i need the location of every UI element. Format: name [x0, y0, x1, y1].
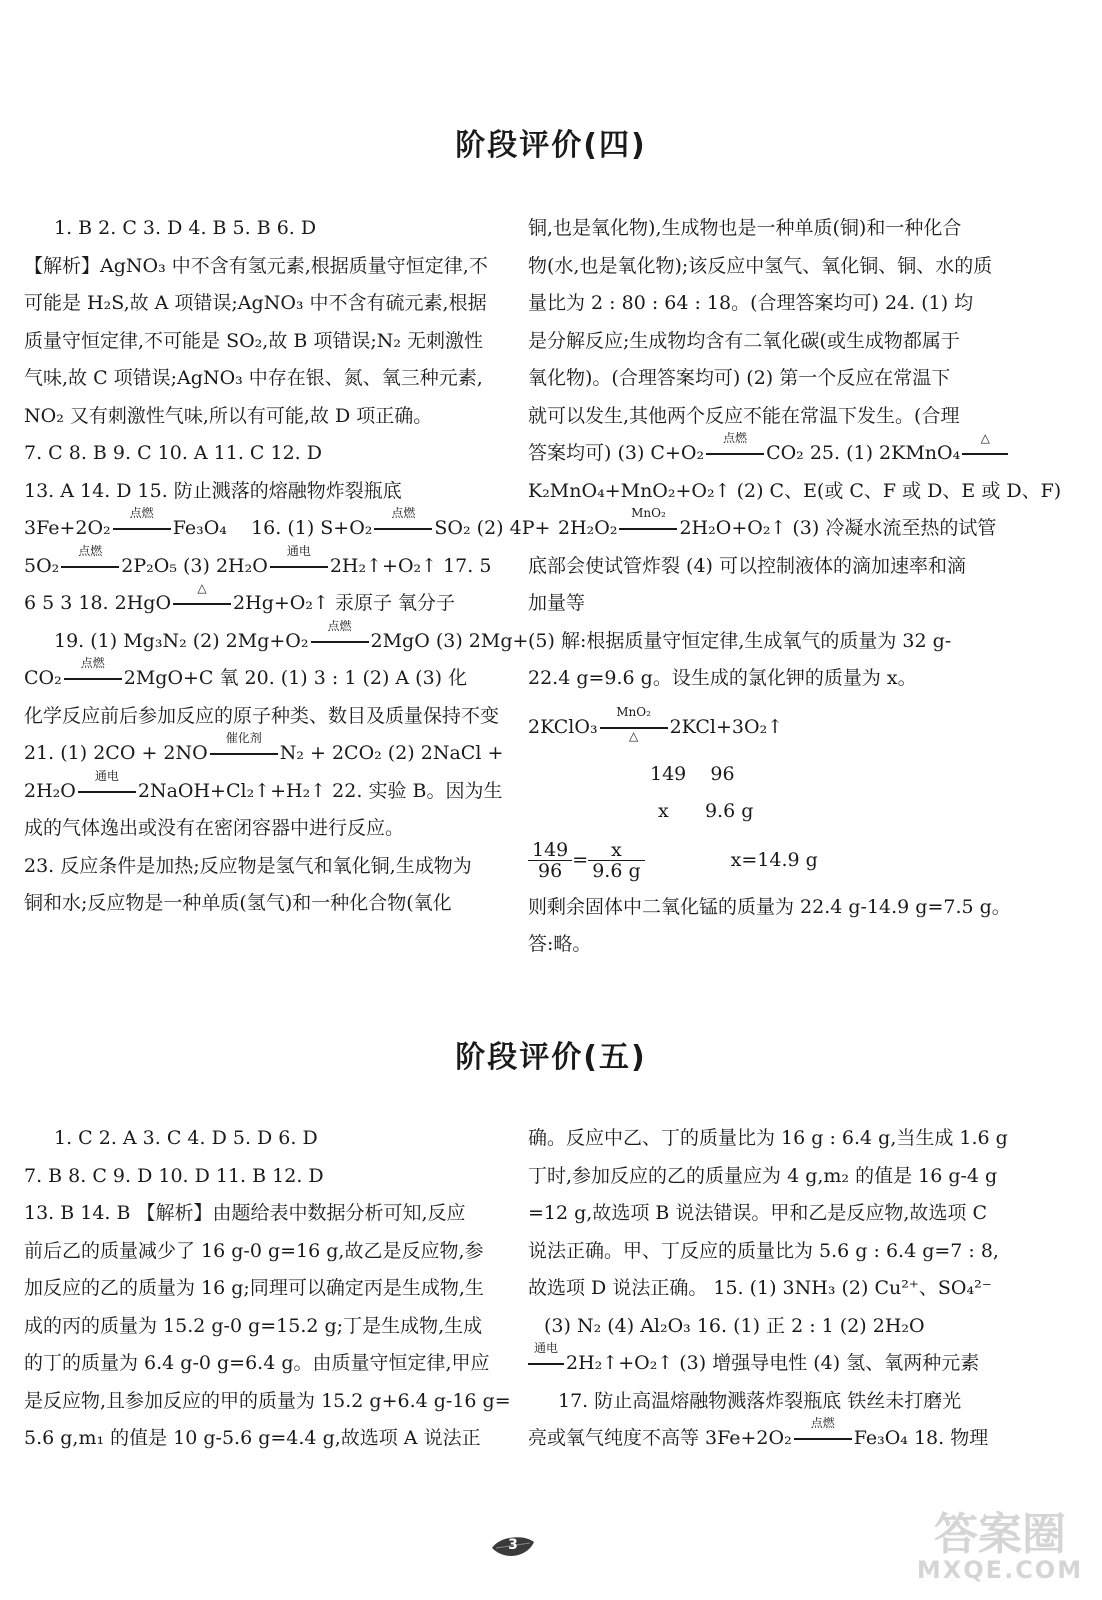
answer-line: 氧化物)。(合理答案均可) (2) 第一个反应在常温下: [528, 367, 951, 389]
reaction-arrow: 点燃: [311, 633, 369, 651]
reaction-arrow: 催化剂: [210, 745, 278, 763]
section-4-right-column: [528, 210, 1062, 964]
reaction-arrow: 点燃: [374, 520, 432, 538]
answer-line: =12 g,故选项 B 说法错误。甲和乙是反应物,故选项 C: [528, 1202, 987, 1224]
page-number: 3: [508, 1537, 518, 1553]
equation-line: 6 5 3 18. 2HgO △ 2Hg+O₂↑ 汞原子 氧分子: [24, 581, 455, 614]
answer-line: 铜,也是氧化物),生成物也是一种单质(铜)和一种化合: [528, 217, 962, 239]
answer-line: 是分解反应;生成物均含有二氧化碳(或生成物都属于: [528, 329, 960, 352]
fraction-line: $\frac{149}{96}$ = $\frac{x}{9.6 g}$ x=14.9 g: [528, 831, 1000, 889]
reaction-arrow: 点燃: [706, 445, 764, 463]
answer-line: 7. B 8. C 9. D 10. D 11. B 12. D: [24, 1164, 324, 1187]
answer-line: 确。反应中乙、丁的质量比为 16 g : 6.4 g,当生成 1.6 g: [528, 1127, 1008, 1149]
reaction-arrow: 点燃: [64, 670, 122, 688]
answer-line: 1. B 2. C 3. D 4. B 5. B 6. D: [54, 217, 317, 239]
answer-line: 5.6 g,m₁ 的值是 10 g-5.6 g=4.4 g,故选项 A 说法正: [24, 1427, 481, 1449]
section-5-left-column: [24, 1120, 511, 1458]
answer-line: K₂MnO₄+MnO₂+O₂↑ (2) C、E(或 C、F 或 D、E 或 D、F): [528, 479, 1062, 502]
answer-line: 就可以发生,其他两个反应不能在常温下发生。(合理: [528, 404, 960, 427]
answer-line: 17. 防止高温熔融物溅落炸裂瓶底 铁丝未打磨光: [558, 1389, 962, 1412]
answer-line: 可能是 H₂S,故 A 项错误;AgNO₃ 中不含有硫元素,根据: [24, 292, 487, 314]
answer-line: NO₂ 又有刺激性气味,所以有可能,故 D 项正确。: [24, 404, 433, 427]
equation-line: CO₂ 点燃 2MgO+C 氧 20. (1) 3 : 1 (2) A (3) 化: [24, 656, 468, 689]
watermark-logo: 答案圈: [934, 1509, 1066, 1560]
calc-line: x 9.6 g: [658, 800, 754, 822]
answer-line: 加量等: [528, 592, 586, 614]
reaction-arrow: 点燃: [61, 558, 119, 576]
reaction-arrow: △: [173, 595, 231, 613]
section-5-right-column: [528, 1120, 1008, 1458]
equation-line: 3Fe+2O₂ 点燃 Fe₃O₄ 16. (1) S+O₂ 点燃 SO₂ (2) 4P+: [24, 506, 551, 539]
equation-line: 通电 2H₂↑+O₂↑ (3) 增强导电性 (4) 氢、氧两种元素: [528, 1345, 1000, 1383]
reaction-arrow: 通电: [528, 1355, 564, 1373]
watermark: [905, 1490, 1095, 1595]
answer-line: 丁时,参加反应的乙的质量应为 4 g,m₂ 的值是 16 g-4 g: [528, 1164, 998, 1187]
fraction: $\frac{x}{9.6 g}$: [588, 840, 644, 881]
answer-line: 质量守恒定律,不可能是 SO₂,故 B 项错误;N₂ 无刺激性: [24, 329, 484, 352]
equation-line: 答案均可) (3) C+O₂ 点燃 CO₂ 25. (1) 2KMnO₄ △: [528, 435, 1000, 473]
reaction-arrow: 通电: [78, 783, 136, 801]
equation-line: 2H₂O₂ MnO₂ 2H₂O+O₂↑ (3) 冷凝水流至热的试管: [558, 506, 997, 539]
equation-line: 5O₂ 点燃 2P₂O₅ (3) 2H₂O 通电 2H₂↑+O₂↑ 17. 5: [24, 543, 492, 577]
equation-line: 19. (1) Mg₃N₂ (2) 2Mg+O₂ 点燃 2MgO (3) 2Mg+: [54, 618, 529, 652]
reaction-arrow: MnO₂ △: [600, 719, 668, 737]
fraction: $\frac{149}{96}$: [528, 840, 572, 881]
answer-line: 是反应物,且参加反应的甲的质量为 15.2 g+6.4 g-16 g=: [24, 1389, 511, 1412]
equation-line: 2KClO₃ MnO₂ △ 2KCl+3O₂↑: [528, 704, 784, 743]
answer-line: 前后乙的质量减少了 16 g-0 g=16 g,故乙是反应物,参: [24, 1239, 484, 1262]
calc-line: 149 96: [650, 762, 735, 785]
answer-line: 答:略。: [528, 933, 592, 955]
answer-line: 23. 反应条件是加热;反应物是氢气和氧化铜,生成物为: [24, 854, 472, 877]
answer-line: 1. C 2. A 3. C 4. D 5. D 6. D: [54, 1127, 318, 1149]
answer-line: 成的气体逸出或没有在密闭容器中进行反应。: [24, 817, 405, 839]
answer-line: 13. B 14. B 【解析】由题给表中数据分析可知,反应: [24, 1202, 466, 1224]
answer-line: 13. A 14. D 15. 防止溅落的熔融物炸裂瓶底: [24, 479, 402, 502]
reaction-arrow: 通电: [270, 558, 328, 576]
reaction-arrow: 点燃: [113, 520, 171, 538]
answer-line: 22.4 g=9.6 g。设生成的氯化钾的质量为 x。: [528, 667, 917, 689]
watermark-url: MXQE.COM: [916, 1556, 1084, 1584]
section-5-title: 阶段评价(五): [455, 1040, 647, 1075]
answer-line: 成的丙的质量为 15.2 g-0 g=15.2 g;丁是生成物,生成: [24, 1314, 483, 1337]
equation-line: 21. (1) 2CO + 2NO 催化剂 N₂ + 2CO₂ (2) 2NaCl +: [24, 731, 504, 764]
answer-line: 故选项 D 说法正确。 15. (1) 3NH₃ (2) Cu²⁺、SO₄²⁻: [528, 1277, 992, 1299]
answer-line: 的丁的质量为 6.4 g-0 g=6.4 g。由质量守恒定律,甲应: [24, 1352, 490, 1374]
answer-line: 【解析】AgNO₃ 中不含有氢元素,根据质量守恒定律,不: [24, 254, 488, 277]
answer-line: (3) N₂ (4) Al₂O₃ 16. (1) 正 2 : 1 (2) 2H₂O: [544, 1314, 925, 1337]
answer-line: 说法正确。甲、丁反应的质量比为 5.6 g : 6.4 g=7 : 8,: [528, 1239, 999, 1262]
answer-line: 7. C 8. B 9. C 10. A 11. C 12. D: [24, 442, 322, 464]
answer-line: 则剩余固体中二氧化锰的质量为 22.4 g-14.9 g=7.5 g。: [528, 895, 1011, 918]
section-4-title: 阶段评价(四): [455, 128, 647, 163]
answer-line: 物(水,也是氧化物);该反应中氢气、氧化铜、铜、水的质: [528, 254, 993, 277]
reaction-arrow: 点燃: [794, 1430, 852, 1448]
answer-line: 底部会使试管炸裂 (4) 可以控制液体的滴加速率和滴: [528, 554, 966, 577]
reaction-arrow: MnO₂: [619, 520, 677, 538]
answer-line: 化学反应前后参加反应的原子种类、数目及质量保持不变: [24, 704, 500, 727]
page-number-badge: [490, 1534, 536, 1562]
answer-line: 加反应的乙的质量为 16 g;同理可以确定丙是生成物,生: [24, 1277, 484, 1299]
answer-line: 铜和水;反应物是一种单质(氢气)和一种化合物(氧化: [24, 892, 452, 914]
equation-line: 亮或氧气纯度不高等 3Fe+2O₂ 点燃 Fe₃O₄ 18. 物理: [528, 1416, 989, 1449]
answer-line: 气味,故 C 项错误;AgNO₃ 中存在银、氮、氧三种元素,: [24, 367, 483, 389]
equation-line: 2H₂O 通电 2NaOH+Cl₂↑+H₂↑ 22. 实验 B。因为生: [24, 768, 503, 802]
reaction-arrow: △: [962, 445, 1008, 463]
answer-line: (5) 解:根据质量守恒定律,生成氧气的质量为 32 g-: [528, 629, 952, 652]
answer-line: 量比为 2 : 80 : 64 : 18。(合理答案均可) 24. (1) 均: [528, 292, 974, 314]
